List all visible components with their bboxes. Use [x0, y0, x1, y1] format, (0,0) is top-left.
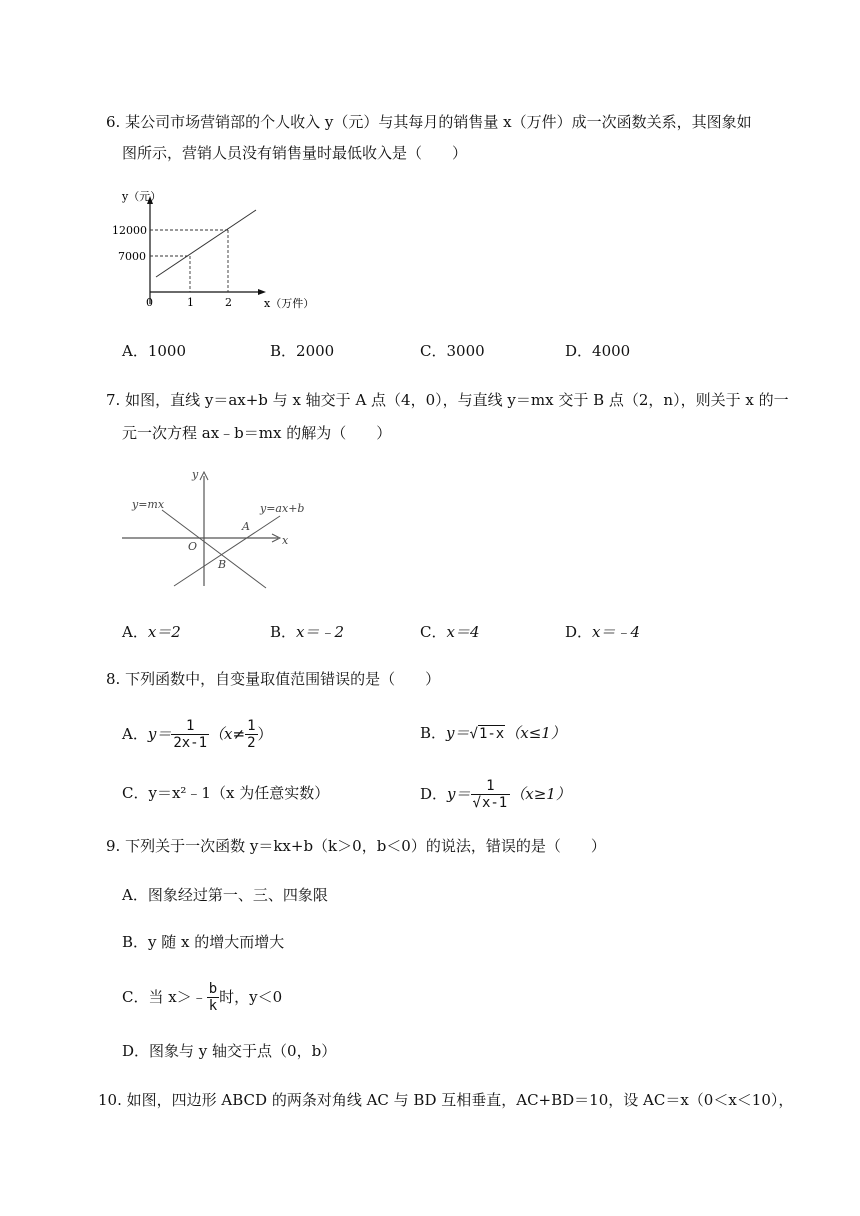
q7-option-d-label: D．	[565, 623, 593, 641]
q8-option-a-cond-numerator: 1	[247, 717, 256, 734]
q10-line1	[98, 1089, 793, 1111]
q8-option-b-radicand: 1-x	[478, 726, 505, 742]
q7-point-a: A	[242, 520, 250, 533]
q6-number: 6.	[106, 113, 121, 131]
q8-option-b[interactable]	[420, 722, 566, 745]
q6-option-b-text: 2000	[296, 342, 335, 360]
q6-stem-line1: 某公司市场营销部的个人收入 y（元）与其每月的销售量 x（万件）成一次函数关系，其图象如	[125, 113, 752, 131]
q7-stem-line2: 元一次方程 ax﹣b＝mx 的解为（ ）	[122, 424, 392, 442]
q8-option-a-cond-fraction	[245, 718, 257, 751]
q6-xlabel: x（万件）	[264, 297, 315, 310]
q8-option-a-cond-close: ）	[257, 725, 273, 743]
q8-option-a-prefix: y＝	[147, 725, 172, 743]
q9-number: 9.	[106, 837, 121, 855]
q6-tick-12000: 12000	[112, 224, 147, 237]
q9-option-b-label: B．	[122, 933, 149, 951]
q9-option-c-post: 时，y＜0	[219, 988, 283, 1006]
q9-option-a[interactable]	[122, 884, 328, 906]
q8-option-a-numerator: 1	[171, 718, 209, 735]
q7-option-a-text: x＝2	[147, 623, 181, 641]
q7-option-b-text: x＝﹣2	[296, 623, 345, 641]
q8-option-c[interactable]	[122, 782, 329, 804]
q7-label-axb: y=ax+b	[260, 502, 305, 515]
q7-option-a[interactable]	[122, 621, 181, 643]
q6-line	[156, 210, 256, 277]
q6-stem-line2: 图所示，营销人员没有销售量时最低收入是（ ）	[122, 144, 468, 162]
q9-stem: 下列关于一次函数 y＝kx+b（k＞0，b＜0）的说法，错误的是（ ）	[125, 837, 606, 855]
q8-option-d-fraction	[471, 778, 511, 811]
q7-point-b: B	[218, 558, 227, 571]
q8-option-c-label: C．	[122, 784, 149, 802]
q10-number: 10.	[98, 1091, 122, 1109]
q8-option-d-denominator: √x-1	[472, 794, 508, 811]
q9-option-d[interactable]	[122, 1040, 336, 1062]
q8-option-d-cond: （x≥1）	[510, 785, 571, 803]
q7-y-label: y	[192, 468, 199, 481]
q6-option-a-text: 1000	[147, 342, 187, 360]
q6-line1	[106, 111, 752, 133]
q6-option-d[interactable]	[565, 340, 630, 362]
q7-option-b[interactable]	[270, 621, 344, 643]
q6-option-a[interactable]	[122, 340, 186, 362]
q7-label-mx: y=mx	[132, 498, 165, 511]
q8-option-b-prefix: y＝	[446, 724, 470, 742]
q7-option-d-text: x＝﹣4	[592, 623, 641, 641]
q8-option-c-text: y＝x²﹣1（x 为任意实数）	[148, 784, 330, 802]
q6-option-d-label: D．	[565, 342, 593, 360]
q7-option-c-text: x＝4	[446, 623, 480, 641]
q7-option-c-label: C．	[420, 623, 447, 641]
q6-origin: 0	[146, 296, 153, 309]
q7-option-d[interactable]	[565, 621, 640, 643]
q6-graph	[110, 186, 350, 316]
q8-option-a-cond-open: （x≠	[209, 725, 246, 743]
q9-option-c-numerator: b	[208, 980, 218, 997]
q9-option-c-pre: 当 x＞﹣	[148, 988, 207, 1006]
q6-option-c-text: 3000	[446, 342, 485, 360]
q8-option-d-numerator: 1	[471, 778, 511, 795]
q7-x-label: x	[282, 534, 289, 547]
q8-option-b-label: B．	[420, 724, 447, 742]
q6-option-c-label: C．	[420, 342, 447, 360]
q7-graph	[118, 466, 318, 590]
q6-ylabel: y（元）	[122, 190, 162, 203]
q8-option-a-cond-denominator: 2	[247, 734, 256, 751]
q8-option-b-sqrt: √1-x	[469, 726, 505, 742]
q9-line1	[106, 835, 606, 857]
q7-line1	[106, 389, 789, 411]
q6-option-c[interactable]	[420, 340, 485, 362]
q6-option-b[interactable]	[270, 340, 334, 362]
q7-number: 7.	[106, 391, 121, 409]
q8-option-a-denominator: 2x-1	[173, 734, 208, 751]
q7-line-mx	[162, 510, 266, 588]
q9-option-c[interactable]	[122, 976, 282, 1018]
q9-option-c-denominator: k	[208, 997, 218, 1014]
q8-stem: 下列函数中，自变量取值范围错误的是（ ）	[125, 670, 441, 688]
q10-stem-line1: 如图，四边形 ABCD 的两条对角线 AC 与 BD 互相垂直，AC+BD＝10，设 AC＝x（0＜x＜10），	[126, 1091, 794, 1109]
q6-tick-7000: 7000	[118, 250, 146, 263]
q7-stem-line1: 如图，直线 y＝ax+b 与 x 轴交于 A 点（4，0），与直线 y＝mx 交于 B 点（2，n），则关于 x 的一	[125, 391, 789, 409]
q8-number: 8.	[106, 670, 121, 688]
q6-option-a-label: A．	[122, 342, 148, 360]
q9-option-d-label: D．	[122, 1042, 150, 1060]
q8-line1	[106, 668, 440, 690]
q8-option-d-radicand: x-1	[481, 794, 508, 811]
q9-option-b[interactable]	[122, 931, 284, 953]
q6-option-b-label: B．	[270, 342, 297, 360]
q8-option-a[interactable]	[122, 713, 273, 755]
q9-option-a-text: 图象经过第一、三、四象限	[147, 886, 328, 904]
q8-option-a-fraction	[171, 718, 209, 751]
q8-option-b-cond: （x≤1）	[505, 724, 566, 742]
q8-option-d-label: D．	[420, 785, 448, 803]
q8-option-d-prefix: y＝	[447, 785, 471, 803]
q9-option-d-text: 图象与 y 轴交于点（0，b）	[149, 1042, 337, 1060]
q7-option-a-label: A．	[122, 623, 148, 641]
q7-origin: O	[188, 540, 198, 553]
q6-tick-1: 1	[187, 296, 194, 309]
q8-option-a-label: A．	[122, 725, 148, 743]
q9-option-c-label: C．	[122, 988, 149, 1006]
q6-x-arrow-icon	[258, 289, 266, 295]
q7-option-c[interactable]	[420, 621, 480, 643]
q8-option-d[interactable]	[420, 772, 571, 816]
q6-tick-2: 2	[225, 296, 232, 309]
q6-option-d-text: 4000	[592, 342, 631, 360]
q9-option-b-text: y 随 x 的增大而增大	[148, 933, 285, 951]
q7-option-b-label: B．	[270, 623, 297, 641]
q9-option-a-label: A．	[122, 886, 148, 904]
q9-option-c-fraction	[207, 981, 219, 1014]
